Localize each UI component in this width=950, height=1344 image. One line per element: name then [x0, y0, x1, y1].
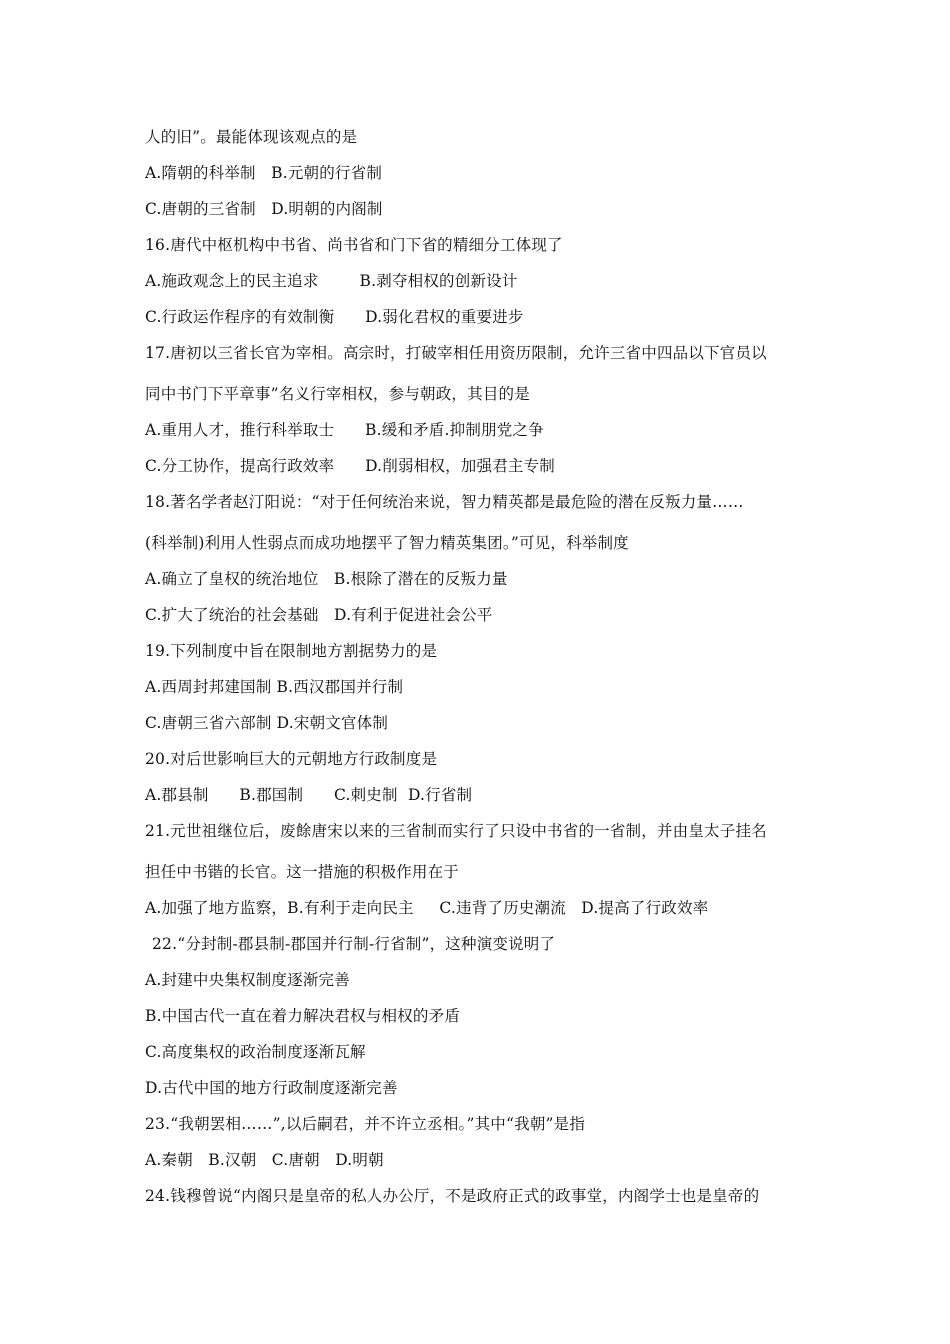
- question-16: 16.唐代中枢机构中书省、尚书省和门下省的精细分工体现了: [145, 236, 563, 254]
- option-line: A.隋朝的科举制 B.元朝的行省制: [145, 164, 383, 182]
- question-18: 18.著名学者赵汀阳说：“对于任何统治来说，智力精英都是最危险的潜在反叛力量……: [145, 493, 744, 511]
- option-line: A.施政观念上的民主追求 B.剥夺相权的创新设计: [145, 272, 518, 290]
- option-line: C.行政运作程序的有效制衡 D.弱化君权的重要进步: [145, 308, 524, 326]
- option-line: A.秦朝 B.汉朝 C.唐朝 D.明朝: [145, 1151, 384, 1169]
- question-20: 20.对后世影响巨大的元朝地方行政制度是: [145, 750, 438, 768]
- text-line: (科举制)利用人性弱点而成功地摆平了智力精英集团。”可见，科举制度: [145, 534, 629, 552]
- question-21: 21.元世祖继位后，废餘唐宋以来的三省制而实行了只设中书省的一省制，并由皇太子挂名: [145, 822, 767, 840]
- option-line: A.西周封邦建国制 B.西汉郡国并行制: [145, 678, 404, 696]
- option-line: A.重用人才，推行科举取士 B.缓和矛盾.抑制朋党之争: [145, 421, 544, 439]
- question-23: 23.“我朝罢相……”,以后嗣君，并不许立丞相。”其中“我朝”是指: [145, 1115, 586, 1133]
- question-17: 17.唐初以三省长官为宰相。高宗时，打破宰相任用资历限制，允许三省中四品以下官员以: [145, 344, 767, 362]
- text-line: 同中书门下平章事”名义行宰相权，参与朝政，其目的是: [145, 385, 530, 403]
- option-line: C.分工协作，提高行政效率 D.削弱相权，加强君主专制: [145, 457, 555, 475]
- option-line: A.确立了皇权的统治地位 B.根除了潜在的反叛力量: [145, 570, 508, 588]
- option-line: C.唐朝的三省制 D.明朝的内阁制: [145, 200, 383, 218]
- option-line: D.古代中国的地方行政制度逐渐完善: [145, 1079, 398, 1097]
- text-line: 担任中书锴的长官。这一措施的积极作用在于: [145, 863, 460, 881]
- option-line: A.封建中央集权制度逐渐完善: [145, 971, 350, 989]
- option-line: C.高度集权的政治制度逐渐瓦解: [145, 1043, 366, 1061]
- option-line: C.扩大了统治的社会基础 D.有利于促进社会公平: [145, 606, 493, 624]
- option-line: A.郡县制 B.郡国制 C.刺史制 D.行省制: [145, 786, 473, 804]
- question-19: 19.下列制度中旨在限制地方割据势力的是: [145, 642, 438, 660]
- text-line: 人的旧”。最能体现该观点的是: [145, 128, 358, 146]
- option-line: C.唐朝三省六部制 D.宋朝文官体制: [145, 714, 389, 732]
- option-line: B.中国古代一直在着力解决君权与相权的矛盾: [145, 1007, 461, 1025]
- option-line: A.加强了地方监察，B.有利于走向民主 C.违背了历史潮流 D.提高了行政效率: [145, 899, 709, 917]
- question-24: 24.钱穆曾说“内阁只是皇帝的私人办公厅，不是政府正式的政事堂，内阁学士也是皇帝的: [145, 1187, 760, 1205]
- question-22: 22.“分封制-郡县制-郡国并行制-行省制”，这种演变说明了: [152, 935, 556, 953]
